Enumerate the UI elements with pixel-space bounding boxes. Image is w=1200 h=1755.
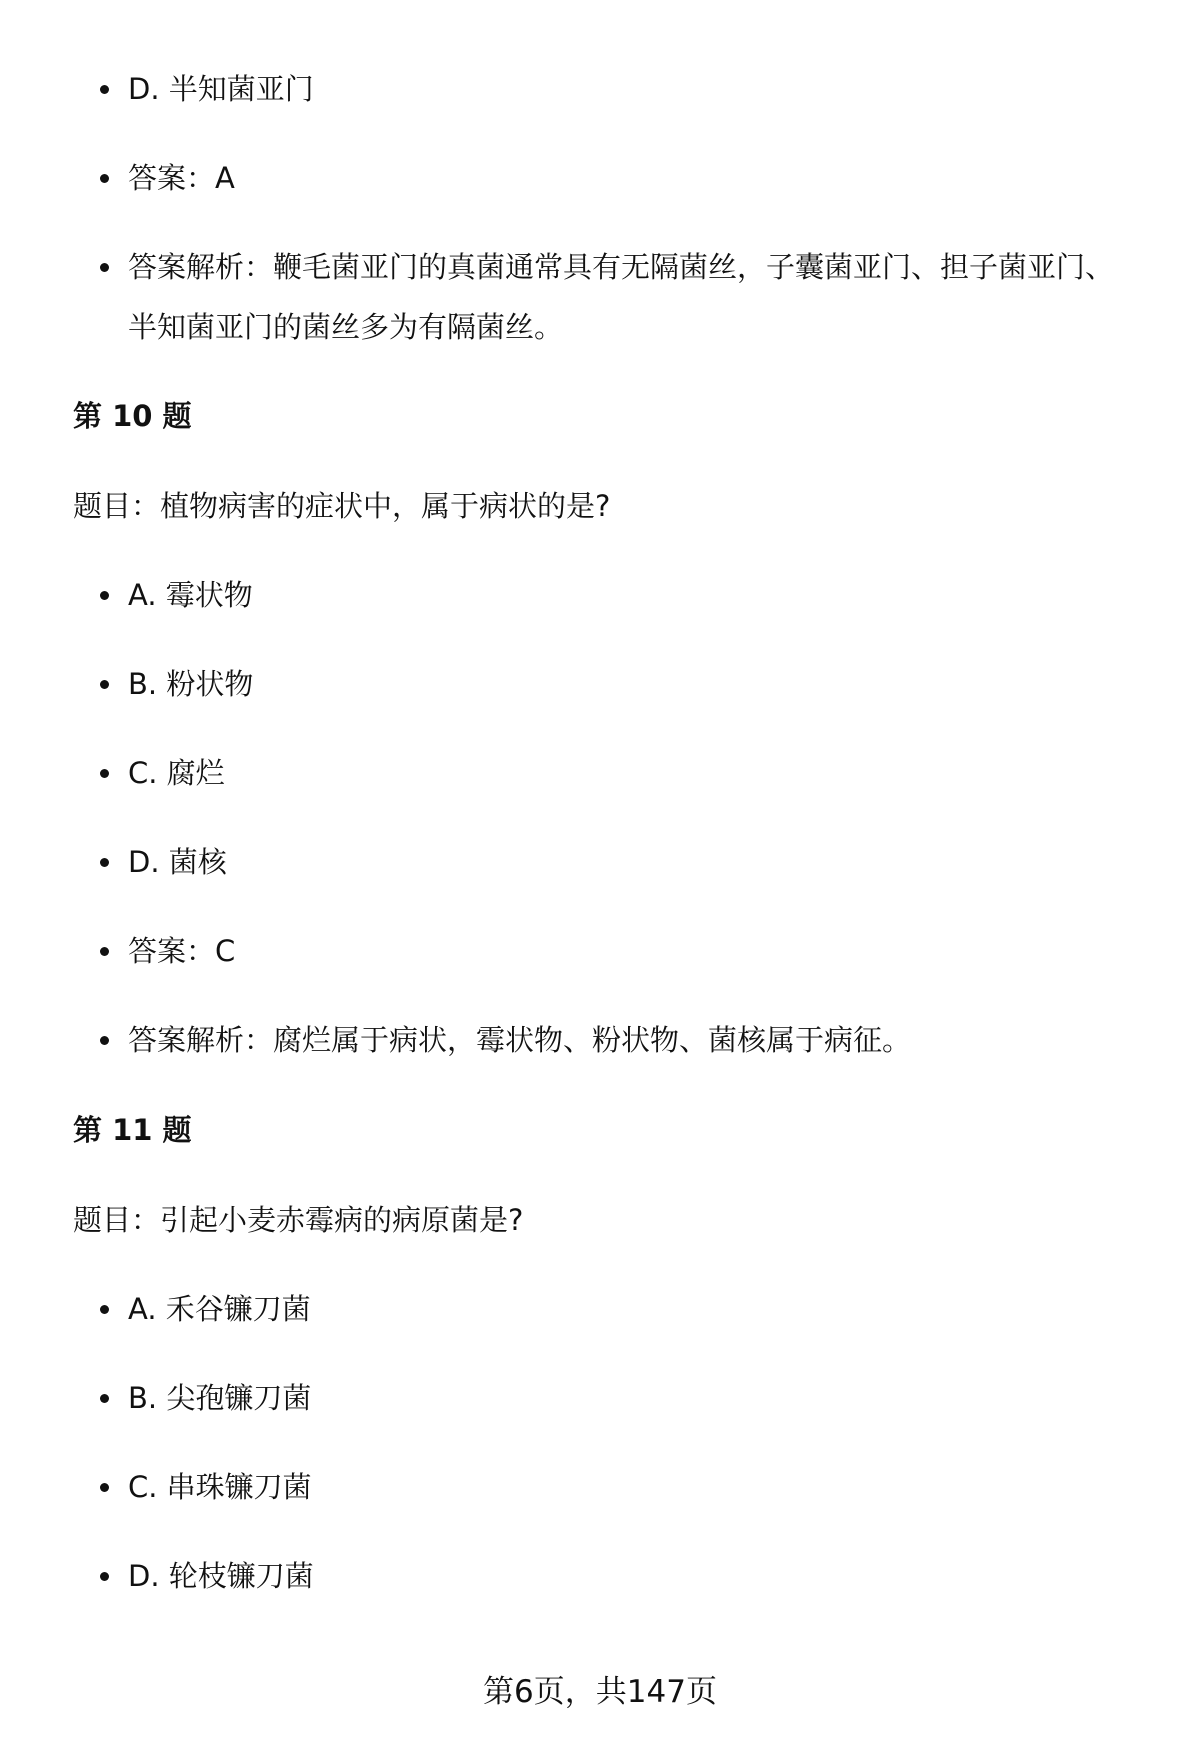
option-c: C. 串珠镰刀菌 [128,1457,1138,1517]
question-heading: 第 10 题 [73,399,192,433]
answer-explanation: 答案解析：腐烂属于病状，霉状物、粉状物、菌核属于病征。 [128,1010,1138,1070]
option-b: B. 粉状物 [128,654,1138,714]
page-number-footer: 第6页，共147页 [483,1674,717,1710]
option-d: D. 菌核 [128,832,1138,892]
answer: 答案：C [128,921,1138,981]
question-heading: 第 11 题 [73,1113,192,1147]
option-d: D. 轮枝镰刀菌 [128,1546,1138,1606]
option-c: C. 腐烂 [128,743,1138,803]
answer: 答案：A [128,148,1138,208]
answer-explanation: 答案解析：鞭毛菌亚门的真菌通常具有无隔菌丝，子囊菌亚门、担子菌亚门、半知菌亚门的菌丝多为有隔菌丝。 [128,237,1138,357]
option-a: A. 禾谷镰刀菌 [128,1279,1138,1339]
option-a: A. 霉状物 [128,565,1138,625]
question-stem: 题目：引起小麦赤霉病的病原菌是? [73,1203,524,1237]
question-stem: 题目：植物病害的症状中，属于病状的是? [73,489,611,523]
option-b: B. 尖孢镰刀菌 [128,1368,1138,1428]
option-d: D. 半知菌亚门 [128,59,1138,119]
